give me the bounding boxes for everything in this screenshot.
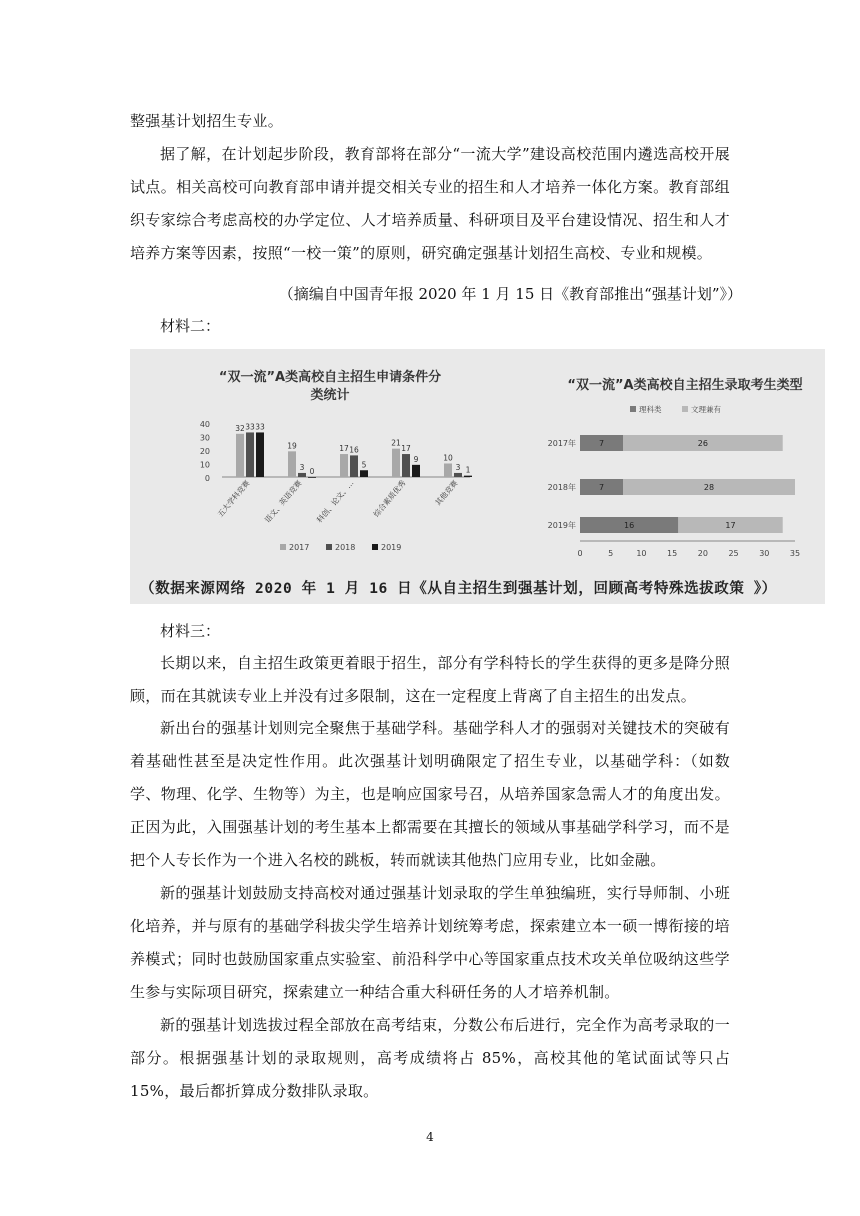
chart2-legend-swatch [630,406,636,412]
chart1-bar [412,465,420,477]
figure-caption: （数据来源网络 2020 年 1 月 16 日《从自主招生到强基计划，回顾高考特殊选拔政策 》） [140,581,777,597]
chart1-ytick-label: 20 [199,447,210,456]
chart1-data-label: 17 [401,444,411,454]
paragraph-3: 新出台的强基计划则完全聚焦于基础学科。基础学科人才的强弱对关键技术的突破有着基础性甚至是决定性作用。此次强基计划明确限定了招生专业，以基础学科：（如数学、物理、化学、生物等）为主，也是响应国家号召，从培养国家急需人才的角度出发。正因为此，入围强基计划的考生基本上都需要在其擅长的领域从事基础学科学习，而不是把个人专长作为一个进入名校的跳板，转而就读其他热门应用专业，比如金融。 [130,719,730,869]
chart1-data-label: 9 [413,454,419,464]
chart1-data-label: 3 [299,462,305,472]
chart1-data-label: 33 [245,422,255,432]
chart1-bar [236,434,244,477]
page-number: 4 [426,1130,434,1144]
chart1-category-label: 科创、论文、… [314,478,356,525]
chart1-bar [444,464,452,478]
chart1-title-line1: “双一流”A类高校自主招生申请条件分 [218,370,442,385]
chart1-bar [246,432,254,477]
chart2-legend-label: 理科类 [639,405,662,414]
chart2-title: “双一流”A类高校自主招生录取考生类型 [567,378,803,393]
paragraph-2: 长期以来，自主招生政策更着眼于招生，部分有学科特长的学生获得的更多是降分照顾，而在其就读专业上并没有过多限制，这在一定程度上背离了自主招生的出发点。 [130,654,730,705]
chart1-legend-label: 2019 [381,543,402,552]
chart2-category-label: 2018年 [547,483,576,492]
chart1-bar [288,451,296,477]
chart2-xtick-label: 0 [577,549,583,558]
chart1-ytick-label: 0 [204,474,210,483]
chart1-legend-label: 2017 [289,543,310,552]
chart1-bar [464,476,472,477]
chart1-bar [308,477,316,478]
chart1-data-label: 10 [443,453,453,463]
chart1-data-label: 17 [339,444,349,454]
chart1-data-label: 16 [349,445,359,455]
material-2-figure [130,349,825,604]
paragraph-continuation: 整强基计划招生专业。 [130,112,284,130]
chart2-xtick-label: 35 [789,549,801,558]
chart1-category-label: 五大学科竞赛 [215,478,252,519]
chart1-bar [350,455,358,477]
chart1-ytick-label: 10 [199,460,210,470]
chart1-bar [454,473,462,477]
chart2-xtick-label: 20 [697,549,708,558]
chart1-ytick-label: 30 [199,433,210,443]
chart1-legend-swatch [280,544,286,550]
chart2-data-label: 28 [703,483,715,492]
chart2-xtick-label: 5 [608,549,614,558]
chart2-xtick-label: 15 [667,549,678,558]
chart1-category-label: 其他竞赛 [433,478,460,508]
paragraph-1: 据了解，在计划起步阶段，教育部将在部分“一流大学”建设高校范围内遴选高校开展试点。相关高校可向教育部申请并提交相关专业的招生和人才培养一体化方案。教育部组织专家综合考虑高校的办学定位、人才培养质量、科研项目及平台建设情况、招生和人才培养方案等因素，按照“一校一策”的原则，研究确定强基计划招生高校、专业和规模。 [130,145,730,262]
chart1-data-label: 32 [235,423,245,433]
chart1-legend-swatch [326,544,332,550]
material-3-label: 材料三： [160,622,221,640]
chart2-data-label: 7 [598,439,605,448]
chart2-data-label: 26 [697,439,708,448]
chart1-data-label: 21 [391,438,401,448]
chart2-category-label: 2017年 [547,439,576,448]
chart1-category-label: 语文、英语竞赛 [262,478,304,525]
chart1-bar [298,473,306,477]
chart2-xtick-label: 10 [636,549,647,558]
paragraph-5: 新的强基计划选拔过程全部放在高考结束，分数公布后进行，完全作为高考录取的一部分。根据强基计划的录取规则，高考成绩将占 85%，高校其他的笔试面试等只占 15%，最后都折算成分数排队录取。 [130,1016,730,1100]
chart1-data-label: 33 [255,422,265,432]
chart1-data-label: 3 [455,462,461,472]
chart1-legend-swatch [372,544,378,550]
chart1-bar [256,432,264,477]
chart2-xtick-label: 25 [728,549,739,558]
chart1-bar [392,449,400,477]
source-citation-1: （摘编自中国青年报 2020 年 1 月 15 日《教育部推出“强基计划”》） [278,285,742,303]
chart2-xtick-label: 30 [759,549,770,558]
chart1-data-label: 19 [287,441,297,451]
chart1-legend-label: 2018 [335,543,356,552]
charts-figure [130,349,825,604]
chart1-category-label: 综合素质优秀 [371,478,408,519]
horizontal-bar-chart [548,377,803,558]
paragraph-4: 新的强基计划鼓励支持高校对通过强基计划录取的学生单独编班，实行导师制、小班化培养，并与原有的基础学科拔尖学生培养计划统筹考虑，探索建立本一硕一博衔接的培养模式；同时也鼓励国家重点实验室、前沿科学中心等国家重点技术攻关单位吸纳这些学生参与实际项目研究，探索建立一种结合重大科研任务的人才培养机制。 [130,884,730,1001]
chart1-ytick-label: 40 [199,420,210,429]
chart2-data-label: 16 [624,521,635,530]
vertical-bar-chart [200,369,472,552]
chart2-legend-label: 文理兼有 [691,405,721,414]
chart1-data-label: 5 [361,460,367,470]
chart1-data-label: 0 [309,467,315,476]
chart2-category-label: 2019年 [547,521,576,530]
chart1-bar [360,470,368,477]
material-2-label: 材料二： [160,317,221,335]
chart2-data-label: 7 [598,483,605,492]
chart1-bar [402,454,410,477]
chart2-data-label: 17 [725,521,736,530]
chart1-title-line2: 类统计 [310,388,350,403]
chart1-data-label: 1 [465,465,471,475]
chart1-bar [340,454,348,477]
chart2-legend-swatch [682,406,688,412]
